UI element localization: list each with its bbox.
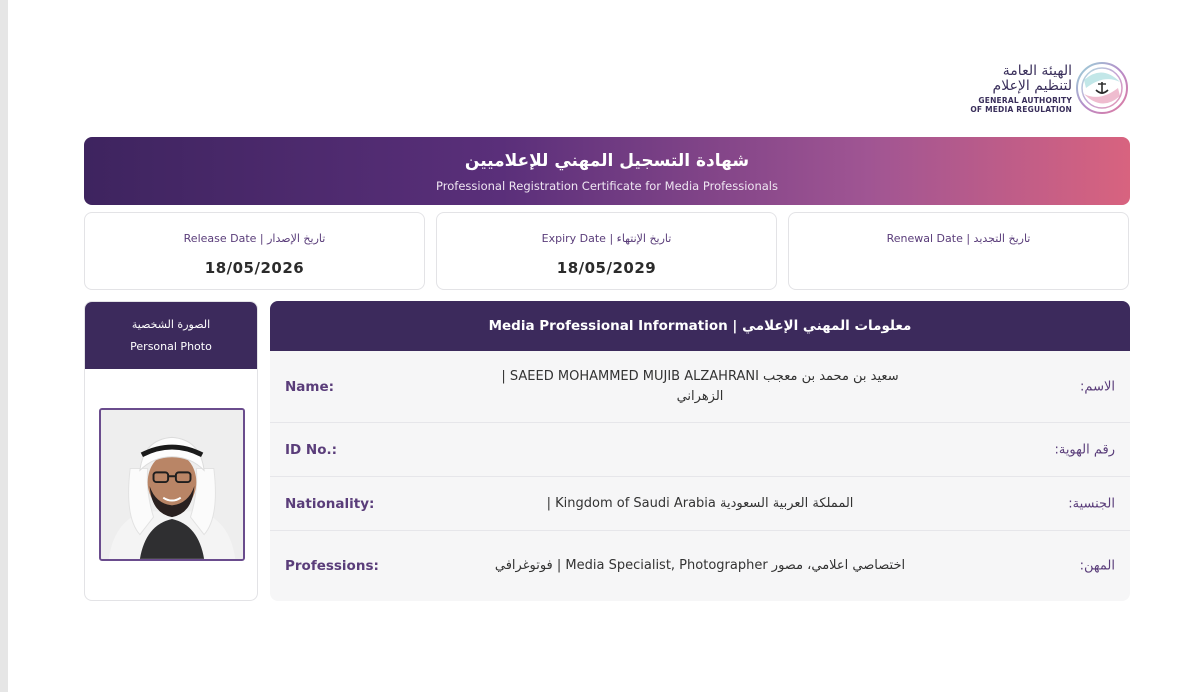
logo-english-line1: GENERAL AUTHORITY bbox=[978, 96, 1072, 105]
release-date-card bbox=[84, 212, 425, 290]
nationality-value: المملكة العربية السعودية Kingdom of Saudi Arabia | bbox=[546, 495, 854, 511]
authority-logo bbox=[968, 60, 1130, 120]
photo-header-ar: الصورة الشخصية bbox=[131, 318, 211, 331]
certificate-title-en: Professional Registration Certificate for Media Professionals bbox=[436, 179, 778, 193]
nationality-label-ar: الجنسية: bbox=[1068, 496, 1115, 511]
page-edge bbox=[0, 0, 8, 692]
personal-photo-frame bbox=[99, 408, 245, 561]
logo-text bbox=[968, 64, 1072, 114]
media-professional-info-card bbox=[270, 301, 1130, 601]
info-card-header: Media Professional Information | معلومات المهني الإعلامي bbox=[270, 301, 1130, 351]
renewal-date-card bbox=[788, 212, 1129, 290]
personal-photo bbox=[101, 410, 243, 559]
logo-arabic-line2: لتنظيم الإعلام bbox=[992, 78, 1072, 94]
id-label-ar: رقم الهوية: bbox=[1054, 442, 1115, 457]
release-date-label: Release Date | تاريخ الإصدار bbox=[183, 232, 326, 245]
release-date-value: 18/05/2026 bbox=[204, 259, 305, 277]
expiry-date-card bbox=[436, 212, 777, 290]
photo-header-en: Personal Photo bbox=[130, 340, 212, 353]
certificate-banner bbox=[84, 137, 1130, 205]
logo-arabic-line1: الهيئة العامة bbox=[1002, 63, 1072, 79]
professions-value: اختصاصي اعلامي، مصور Media Specialist, Photographer | فوتوغرافي bbox=[494, 558, 906, 573]
photo-card-header bbox=[85, 302, 257, 369]
logo-english-line2: OF MEDIA REGULATION bbox=[970, 105, 1072, 114]
name-label-en: Name: bbox=[285, 378, 335, 395]
renewal-date-label: Renewal Date | تاريخ التجديد bbox=[886, 232, 1031, 245]
certificate-title-ar: شهادة التسجيل المهني للإعلاميين bbox=[464, 151, 750, 171]
professions-label-ar: المهن: bbox=[1079, 558, 1115, 574]
nationality-label-en: Nationality: bbox=[285, 495, 375, 512]
info-row-id bbox=[270, 423, 1130, 477]
name-label-ar: الاسم: bbox=[1080, 379, 1115, 394]
info-row-nationality bbox=[270, 477, 1130, 531]
id-label-en: ID No.: bbox=[285, 441, 338, 458]
personal-photo-card bbox=[84, 301, 258, 601]
info-row-name bbox=[270, 351, 1130, 423]
info-row-professions bbox=[270, 531, 1130, 601]
expiry-date-label: Expiry Date | تاريخ الإنتهاء bbox=[541, 232, 672, 245]
professions-label-en: Professions: bbox=[285, 558, 379, 574]
name-value: سعيد بن محمد بن معجب SAEED MOHAMMED MUJIB ALZAHRANI | الزهراني bbox=[501, 368, 899, 404]
media-authority-emblem-icon bbox=[1074, 60, 1130, 116]
expiry-date-value: 18/05/2029 bbox=[556, 259, 657, 277]
